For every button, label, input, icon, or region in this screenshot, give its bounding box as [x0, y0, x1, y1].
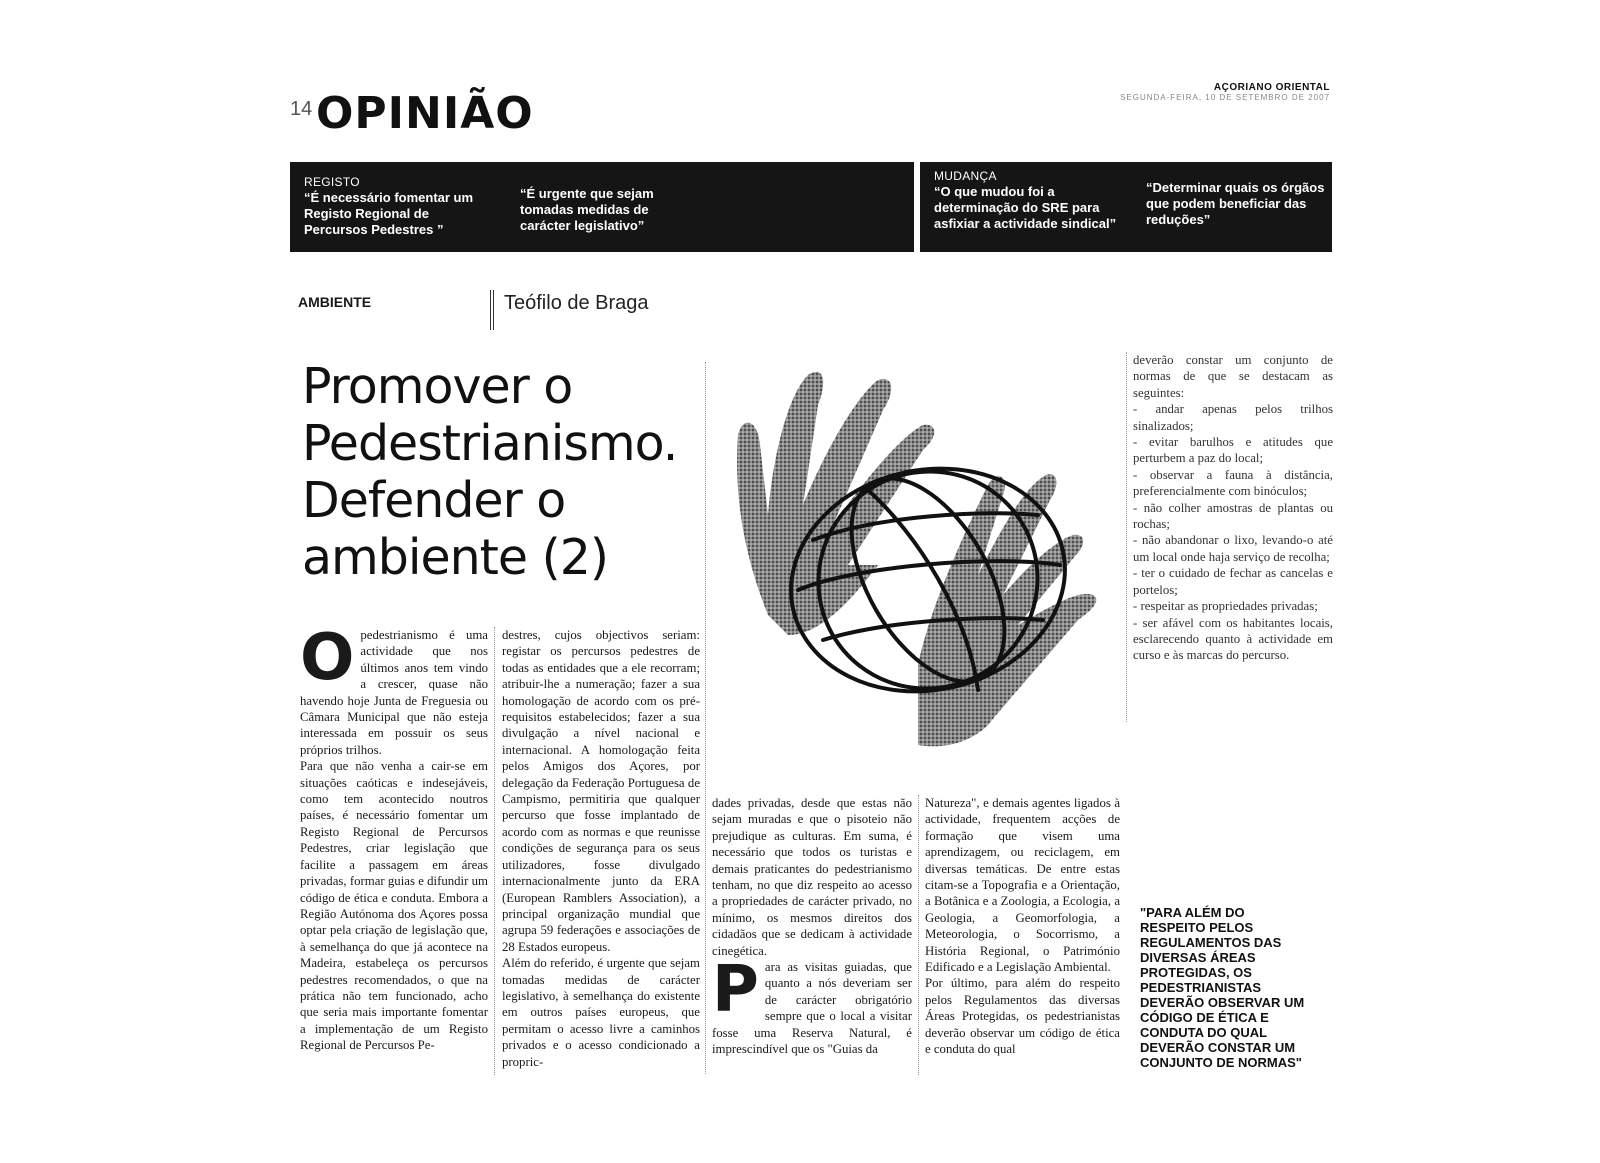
column-divider — [918, 795, 919, 1075]
list-item: - não abandonar o lixo, levando-o até um local onde haja serviço de recolha; — [1133, 533, 1333, 564]
teaser-label: MUDANÇA — [934, 169, 997, 183]
section-title: OPINIÃO — [316, 88, 534, 139]
pull-quote: "PARA ALÉM DO RESPEITO PELOS REGULAMENTOS DAS DIVERSAS ÁREAS PROTEGIDAS, OS PEDESTRIANISTAS DEVERÃO OBSERVAR UM CÓDIGO DE ÉTICA E CONDUTA DO QUAL DEVERÃO CONSTAR UM CONJUNTO DE NORMAS" — [1140, 905, 1305, 1070]
list-item: - observar a fauna à distância, preferencialmente com binóculos; — [1133, 467, 1333, 499]
teaser-mudanca — [934, 168, 1134, 232]
teaser-band-right — [920, 162, 1332, 252]
article-kicker: AMBIENTE — [298, 294, 372, 310]
teaser-band-left — [290, 162, 914, 252]
column-text: Para que não venha a cair-se em situações caóticas e indesejáveis, como tem acontecido noutros países, é necessário fomentar um Registo Regional de Percursos Pedestres, criar legislação que facilite a passagem em áreas privadas, formar guias e difundir um código de ética e conduta. Embora a Região Autónoma dos Açores possa optar pela criação de legislação que, à semelhança do que já acontece na Madeira, estabeleça os percursos pedestres recomendados, o que na prática não tem funcionado, acho que seria mais importante fomentar a implementação de um Registo Regional de Percursos Pe- — [300, 759, 488, 1053]
article-column-5 — [1133, 352, 1333, 664]
article-headline: Promover o Pedestrianismo. Defender o ambiente (2) — [302, 358, 678, 586]
teaser-text: “Determinar quais os órgãos que podem beneficiar das reduções” — [1146, 180, 1325, 227]
list-item: - ter o cuidado de fechar as cancelas e portelos; — [1133, 566, 1333, 597]
column-divider — [1126, 352, 1127, 722]
article-column-4 — [925, 795, 1120, 1058]
teaser-text: “É necessário fomentar um Registo Regional de Percursos Pedestres ” — [304, 190, 474, 237]
publication-date: SEGUNDA-FEIRA, 10 DE SETEMBRO DE 2007 — [1120, 93, 1330, 102]
article-byline: Teófilo de Braga — [504, 292, 649, 314]
masthead — [1110, 82, 1330, 102]
article-column-3 — [712, 795, 912, 1058]
column-text: Por último, para além do respeito pelos Regulamentos das diversas Áreas Protegidas, os pedestrianistas deverão observar um código de ética e conduta do qual — [925, 976, 1120, 1057]
column-text: dades privadas, desde que estas não sejam muradas e que o pisoteio não prejudique as culturas. Em suma, é necessário que todos os turistas e demais praticantes do pedestrianismo tenham, no que diz respeito ao acesso a propriedades de carácter privado, no mínimo, os mesmos direitos dos cidadãos que se dedicam à actividade cinegética. — [712, 796, 912, 958]
byline-rule — [490, 290, 494, 330]
column-text: destres, cujos objectivos seriam: registar os percursos pedestres de todas as entidades que a ele recorram; atribuir-lhe a numeração; fazer a sua homologação de acordo com os pré-requisitos estabelecidos; fazer a sua divulgação a nível nacional e internacional. A homologação feita pelos Amigos dos Açores, por delegação da Federação Portuguesa de Campismo, permitiria que qualquer percurso que fosse implantado de acordo com as normas e que reunisse condições de segurança para os seus utilizadores, fosse divulgado internacionalmente junto da ERA (European Ramblers Association), a principal organização mundial que agrupa 59 federações e associações de 28 Estados europeus. — [502, 628, 700, 954]
teaser-label: REGISTO — [304, 175, 360, 189]
list-item: - respeitar as propriedades privadas; — [1133, 599, 1318, 614]
list-item: - evitar barulhos e atitudes que perturbem a paz do local; — [1133, 435, 1333, 466]
column-divider — [705, 362, 706, 1074]
column-text: pedestrianismo é uma actividade que nos últimos anos tem vindo a crescer, quase não havendo hoje Junta de Freguesia ou Câmara Municipal que não esteja interessada em possuir os seus próprios trilhos. — [300, 628, 488, 757]
drop-cap: P — [712, 953, 759, 1028]
hands-globe-illustration — [728, 365, 1128, 765]
column-text: ara as visitas guiadas, que quanto a nós deveriam ser de carácter obrigatório sempre que o local a visitar fosse uma Reserva Natural, é imprescindível que os "Guias da — [712, 960, 912, 1057]
teaser-text: “É urgente que sejam tomadas medidas de carácter legislativo” — [520, 186, 654, 233]
list-item: - ser afável com os habitantes locais, esclarecendo quanto à actividade em curso e às marcas do percurso. — [1133, 615, 1333, 663]
column-text: Natureza", e demais agentes ligados à actividade, frequentem acções de formação que visem uma aprendizagem, ou reciclagem, em diversas temáticas. De entre estas citam-se a Topografia e a Orientação, a Botânica e a Zoologia, a Ecologia, a Geologia, a Geomorfologia, a Meteorologia, o Socorrismo, a História Regional, o Património Edificado e a Legislação Ambiental. — [925, 796, 1120, 975]
publication-name: AÇORIANO ORIENTAL — [1213, 82, 1330, 93]
list-item: - andar apenas pelos trilhos sinalizados; — [1133, 402, 1333, 433]
page-number: 14 — [290, 98, 313, 120]
drop-cap: O — [300, 621, 355, 695]
list-item: - não colher amostras de plantas ou rochas; — [1133, 500, 1333, 532]
column-text: deverão constar um conjunto de normas de que se destacam as seguintes: — [1133, 353, 1333, 400]
teaser-text: “O que mudou foi a determinação do SRE para asfixiar a actividade sindical” — [934, 184, 1117, 231]
column-divider — [494, 627, 495, 1075]
teaser-registo — [304, 174, 484, 238]
article-column-1 — [300, 621, 488, 1054]
teaser-legislativo — [520, 186, 680, 234]
teaser-reducoes — [1146, 180, 1326, 228]
column-text: Além do referido, é urgente que sejam tomadas medidas de carácter legislativo, à semelhança do existente em outros países europeus, que permitam o acesso livre a caminhos privados e o acesso condicionado a propric- — [502, 956, 700, 1069]
article-column-2 — [502, 627, 700, 1070]
